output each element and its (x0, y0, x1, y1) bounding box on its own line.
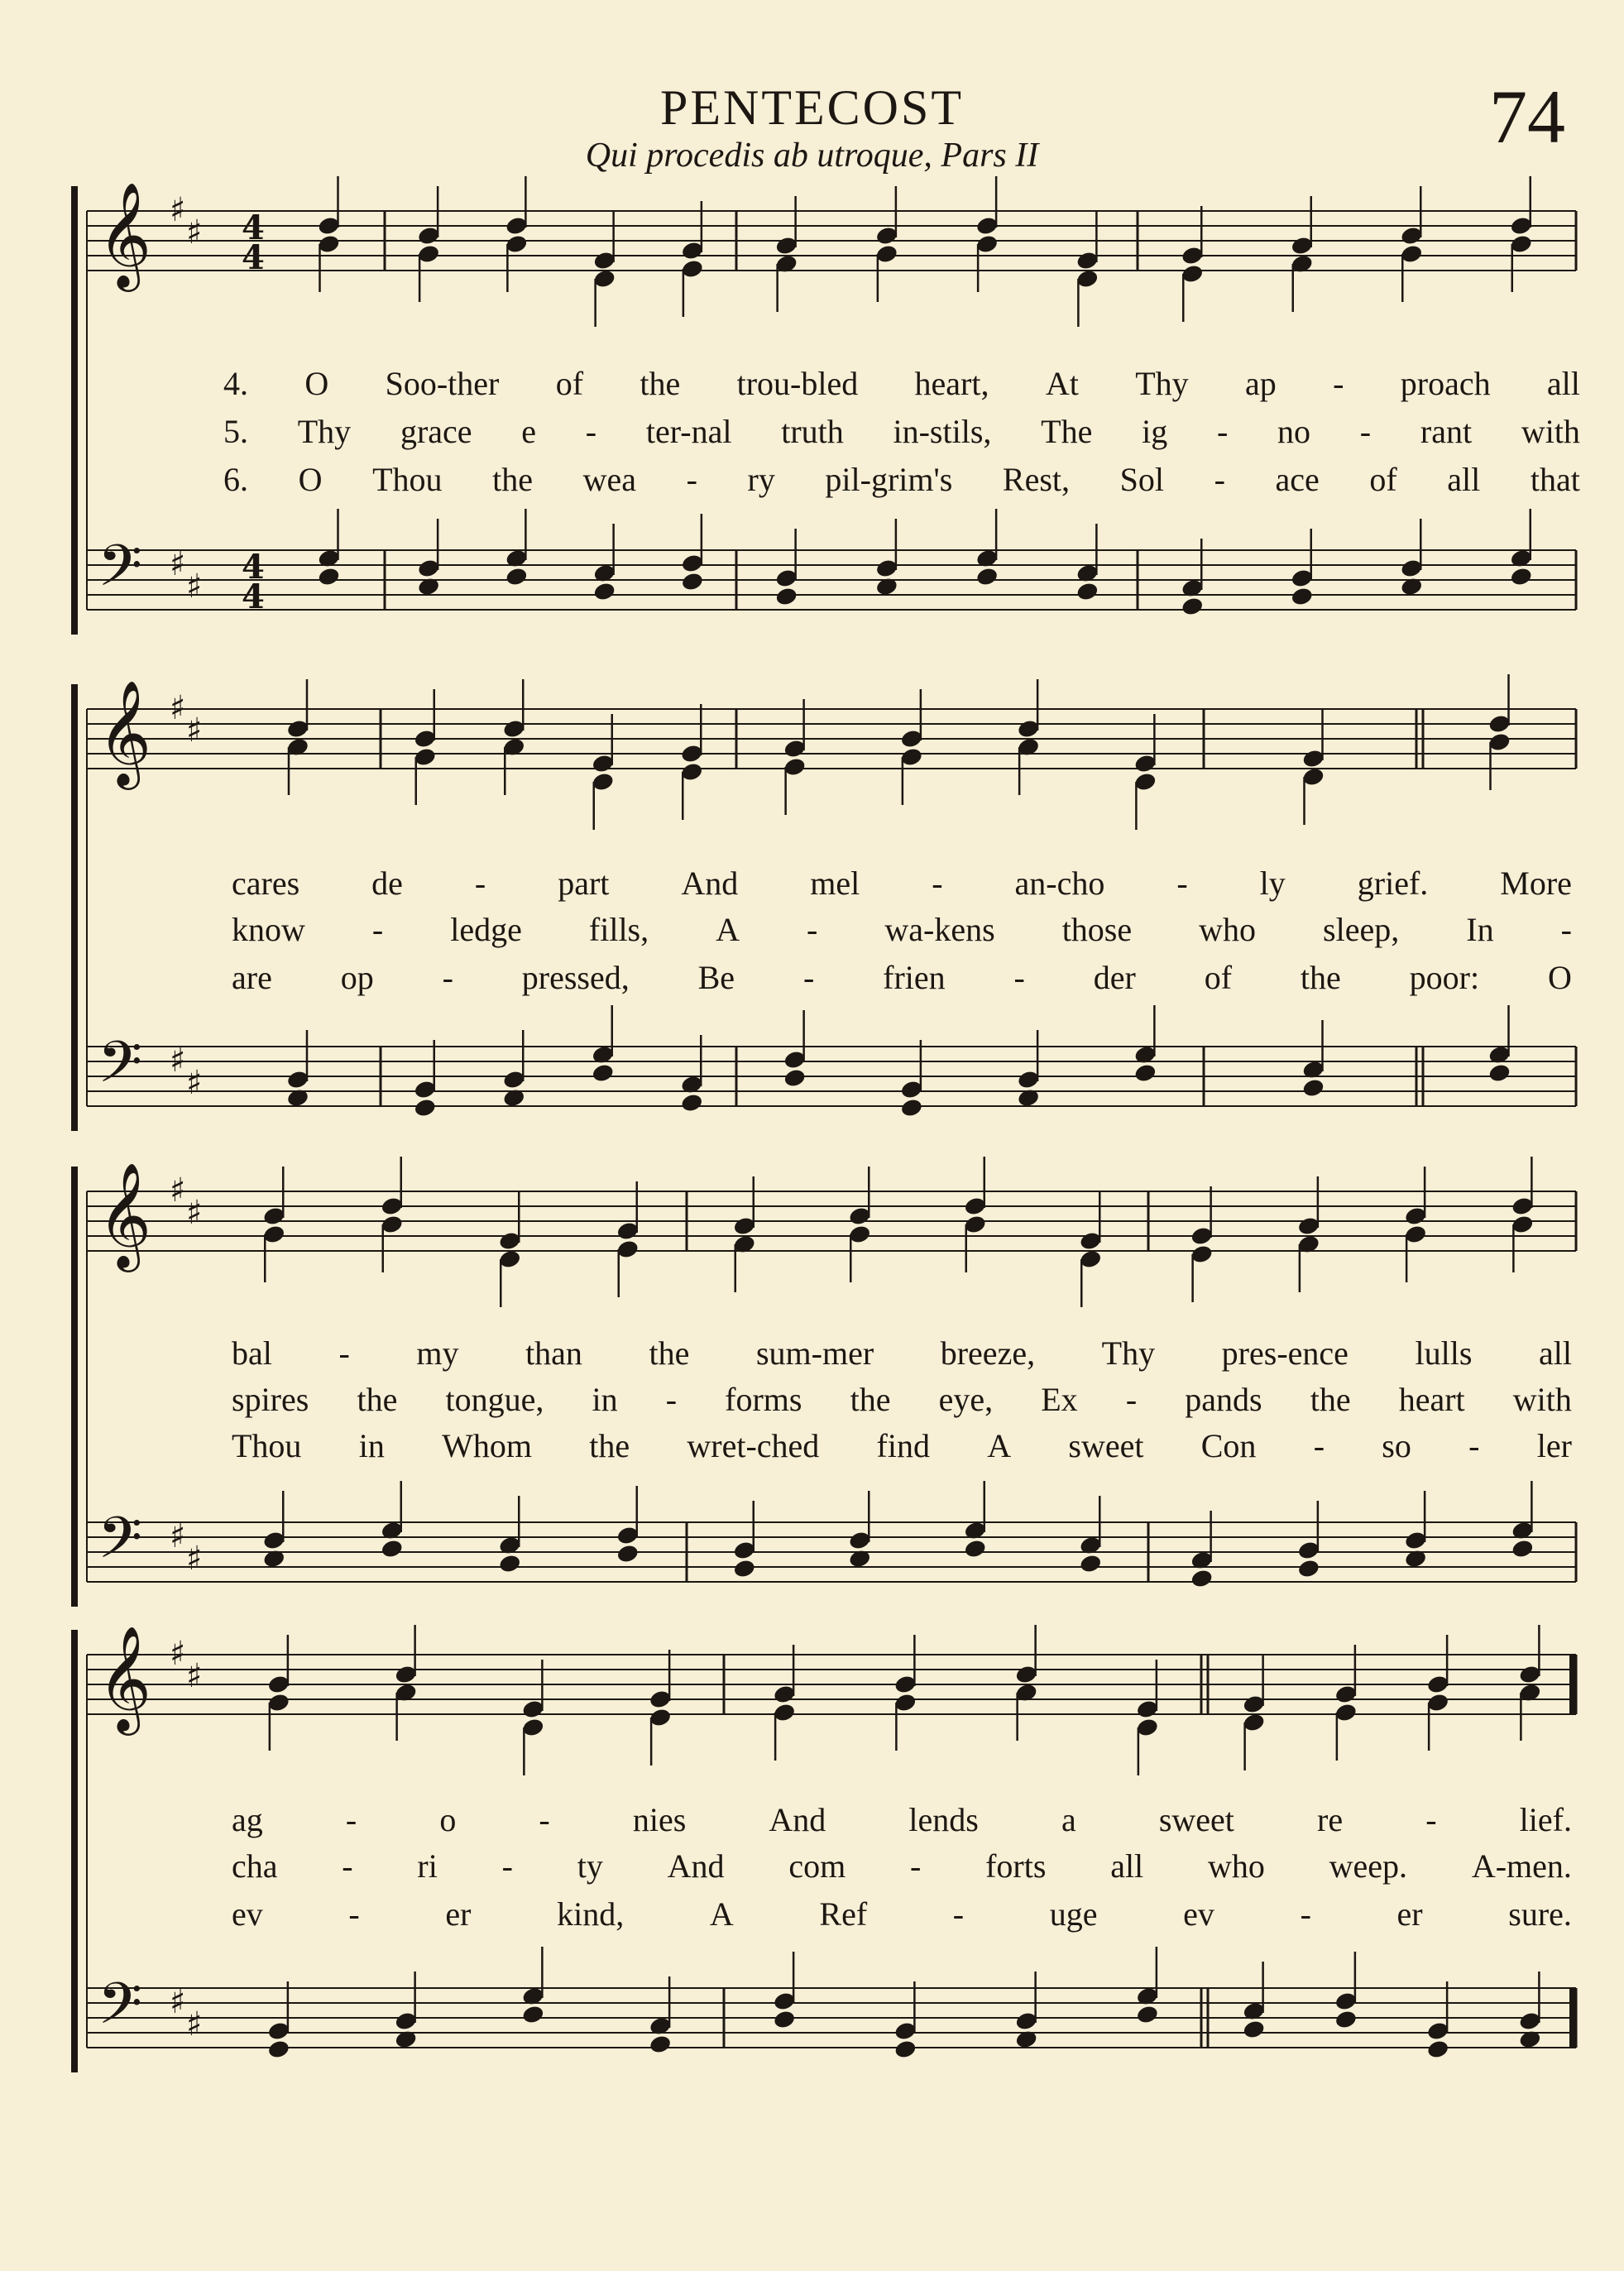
bass-note (1136, 2004, 1160, 2024)
lyric-line (232, 958, 1572, 997)
sharp-icon: ♯ (170, 1983, 186, 2021)
sharp-icon: ♯ (170, 1517, 186, 1555)
lyric-word: More (1500, 865, 1572, 902)
lyric-word: A (987, 1427, 1012, 1464)
lyric-word: And (681, 865, 739, 902)
lyric-word: mel (810, 865, 860, 902)
bass-note (616, 1543, 640, 1564)
lyric-word: - (802, 959, 815, 996)
lyric-word: - (342, 1847, 353, 1885)
lyric-word: who (1199, 911, 1257, 948)
treble-clef-icon: 𝄞 (98, 181, 152, 287)
lyric-word: op (340, 959, 374, 996)
bass-note (1290, 586, 1314, 606)
lyric-word: O (298, 461, 323, 498)
lyric-line (232, 1426, 1572, 1465)
bass-note (591, 1062, 615, 1083)
lyric-word: my (416, 1334, 459, 1372)
lyric-word: Sol (1119, 461, 1164, 498)
lyric-word: Whom (442, 1427, 532, 1464)
time-signature: 4 (242, 208, 265, 247)
lyric-word: - (1216, 413, 1229, 450)
lyric-word: in (358, 1427, 385, 1464)
lyric-word: the (1300, 959, 1341, 996)
lyric-word: nies (632, 1801, 687, 1838)
treble-staff (87, 1655, 1576, 1714)
lyric-word: ap (1244, 365, 1277, 402)
bass-clef-icon: 𝄢 (98, 1028, 143, 1109)
lyric-word: A (716, 911, 740, 948)
lyric-word: Ex (1041, 1381, 1078, 1418)
lyric-word: all (1538, 1334, 1572, 1372)
lyric-word: - (807, 911, 818, 948)
lyric-word: - (539, 1801, 550, 1838)
lyric-word: truth (781, 413, 844, 450)
bass-note (380, 1538, 404, 1559)
sharp-icon: ♯ (186, 1540, 203, 1578)
music-system (74, 176, 1576, 635)
bass-note (783, 1067, 807, 1088)
lyric-word: In (1466, 911, 1494, 948)
lyric-word: The (1041, 413, 1093, 450)
lyric-word: in (592, 1381, 618, 1418)
lyric-word: wea (582, 461, 636, 498)
lyric-line (232, 1895, 1572, 1933)
lyric-word: all (1447, 461, 1481, 498)
lyric-word: know (232, 911, 305, 948)
final-barline (1569, 1988, 1576, 2048)
bass-note (498, 1553, 522, 1574)
sharp-icon: ♯ (186, 1064, 203, 1102)
lyric-word: o (439, 1801, 457, 1838)
lyric-word: the (357, 1381, 398, 1418)
lyric-word: pands (1185, 1381, 1262, 1418)
bass-note (1509, 566, 1533, 587)
lyric-word: - (1468, 1427, 1480, 1464)
lyric-word: grace (400, 413, 472, 450)
sharp-icon: ♯ (170, 1042, 186, 1080)
lyric-word: Thy (1101, 1334, 1156, 1372)
bass-note (521, 2004, 545, 2024)
bass-note (900, 1097, 924, 1118)
lyric-word: no (1277, 413, 1311, 450)
lyric-word: - (909, 1847, 922, 1885)
lyric-word: spires (232, 1381, 309, 1418)
lyric-word: Ref (819, 1895, 868, 1933)
bass-note (592, 581, 616, 601)
lyric-word: wa-kens (884, 911, 995, 948)
lyric-word: the (850, 1381, 891, 1418)
bass-note (732, 1558, 756, 1579)
bass-note (1079, 1553, 1103, 1574)
lyric-word: - (345, 1801, 357, 1838)
lyric-word: 4. (223, 365, 248, 402)
sharp-icon: ♯ (186, 213, 203, 252)
treble-clef-icon: 𝄞 (98, 1162, 152, 1267)
lyric-word: Soo-ther (385, 365, 500, 402)
lyric-word: an-cho (1014, 865, 1105, 902)
lyric-word: lends (908, 1801, 979, 1838)
sharp-icon: ♯ (186, 711, 203, 750)
lyric-word: - (1214, 461, 1225, 498)
bass-clef-icon: 𝄢 (98, 532, 143, 613)
lyric-word: ry (747, 461, 775, 498)
lyric-line (223, 412, 1580, 451)
lyric-word: ler (1536, 1427, 1572, 1464)
lyric-word: the (640, 365, 681, 402)
lyric-word: pres-ence (1221, 1334, 1349, 1372)
lyric-line (232, 1847, 1572, 1885)
lyric-word: - (1333, 365, 1344, 402)
lyric-word: Thou (372, 461, 443, 498)
bass-note (1334, 2009, 1358, 2029)
lyric-word: - (501, 1847, 513, 1885)
lyric-word: kind, (557, 1895, 625, 1933)
lyric-word: com (788, 1847, 846, 1885)
lyric-word: the (492, 461, 533, 498)
lyric-word: Thy (297, 413, 352, 450)
lyric-word: lulls (1415, 1334, 1473, 1372)
sharp-icon: ♯ (170, 191, 186, 229)
bass-note (963, 1538, 987, 1559)
lyric-word: - (1560, 911, 1572, 948)
sharp-icon: ♯ (186, 568, 203, 606)
treble-clef-icon: 𝄞 (98, 1625, 152, 1731)
lyric-word: - (338, 1334, 350, 1372)
lyric-line (223, 364, 1580, 403)
lyric-word: trou-bled (736, 365, 859, 402)
lyric-word: find (876, 1427, 930, 1464)
lyric-word: - (442, 959, 453, 996)
lyric-word: part (558, 865, 610, 902)
bass-note (413, 1097, 437, 1118)
lyric-word: all (1546, 365, 1580, 402)
lyric-word: poor: (1409, 959, 1480, 996)
time-signature: 4 (242, 548, 265, 587)
treble-staff (87, 211, 1576, 271)
lyric-line (232, 910, 1572, 949)
lyric-word: sweet (1068, 1427, 1144, 1464)
bass-note (1426, 2039, 1450, 2059)
bass-note (317, 566, 341, 587)
lyric-word: ly (1259, 865, 1286, 902)
lyric-word: ig (1142, 413, 1168, 450)
lyric-word: re (1317, 1801, 1344, 1838)
lyric-word: de (371, 865, 403, 902)
lyric-word: of (1369, 461, 1397, 498)
lyric-word: fills, (588, 911, 649, 948)
sharp-icon: ♯ (170, 1171, 186, 1210)
bass-note (680, 1092, 704, 1113)
lyric-word: bal (232, 1334, 272, 1372)
lyric-word: of (555, 365, 584, 402)
bass-note (1190, 1568, 1214, 1588)
treble-staff (87, 1191, 1576, 1251)
lyric-word: those (1061, 911, 1133, 948)
lyric-word: - (665, 1381, 678, 1418)
bass-note (1297, 1558, 1321, 1579)
lyric-line (232, 864, 1572, 903)
lyric-word: - (1425, 1801, 1437, 1838)
lyric-word: lief. (1519, 1801, 1572, 1838)
sharp-icon: ♯ (170, 545, 186, 583)
lyric-word: - (1359, 413, 1372, 450)
lyric-word: At (1045, 365, 1079, 402)
lyric-word: Be (697, 959, 735, 996)
lyric-line (232, 1800, 1572, 1839)
lyric-word: - (348, 1895, 360, 1933)
lyric-word: A-men. (1471, 1847, 1572, 1885)
lyric-word: - (1013, 959, 1025, 996)
bass-note (267, 2039, 291, 2059)
bass-note (774, 586, 798, 606)
lyric-word: heart, (914, 365, 989, 402)
lyric-word: uge (1049, 1895, 1098, 1933)
bass-note (1133, 1062, 1157, 1083)
sharp-icon: ♯ (186, 1194, 203, 1232)
bass-note (1301, 1077, 1325, 1098)
bass-clef-icon: 𝄢 (98, 1504, 143, 1585)
lyric-word: ter-nal (645, 413, 732, 450)
lyric-word: Con (1200, 1427, 1257, 1464)
sharp-icon: ♯ (170, 689, 186, 727)
lyric-word: tongue, (445, 1381, 544, 1418)
lyric-word: O (1547, 959, 1572, 996)
time-signature: 4 (242, 238, 265, 277)
bass-note (893, 2039, 917, 2059)
lyric-word: - (1300, 1895, 1311, 1933)
lyric-word: who (1207, 1847, 1265, 1885)
lyric-word: ace (1275, 461, 1320, 498)
lyric-word: wret-ched (687, 1427, 820, 1464)
sharp-icon: ♯ (186, 1657, 203, 1695)
sharp-icon: ♯ (186, 2005, 203, 2043)
lyric-word: der (1093, 959, 1136, 996)
hymn-title: PENTECOST (659, 80, 965, 135)
lyric-word: that (1530, 461, 1580, 498)
bass-note (1181, 596, 1205, 616)
lyric-word: are (232, 959, 272, 996)
lyric-word: sleep, (1323, 911, 1400, 948)
lyric-word: - (371, 911, 384, 948)
lyric-word: all (1110, 1847, 1144, 1885)
lyric-word: eye, (938, 1381, 994, 1418)
bass-staff (87, 550, 1576, 610)
lyric-word: er (1396, 1895, 1423, 1933)
lyric-word: O (304, 365, 329, 402)
lyric-word: ev (1183, 1895, 1214, 1933)
lyric-line (232, 1334, 1572, 1373)
lyric-word: - (585, 413, 597, 450)
lyric-word: than (525, 1334, 582, 1372)
lyric-word: breeze, (940, 1334, 1036, 1372)
lyric-word: heart (1398, 1381, 1465, 1418)
lyric-word: - (952, 1895, 965, 1933)
final-barline (1569, 1655, 1576, 1714)
lyric-word: the (1310, 1381, 1351, 1418)
lyric-word: 5. (223, 413, 248, 450)
lyric-word: frien (883, 959, 946, 996)
bass-note (505, 566, 529, 587)
bass-clef-icon: 𝄢 (98, 1970, 143, 2051)
lyric-word: ri (417, 1847, 438, 1885)
bass-note (649, 2034, 673, 2054)
lyric-word: Thou (232, 1427, 302, 1464)
lyric-word: in-stils, (893, 413, 992, 450)
lyric-word: rant (1420, 413, 1473, 450)
bass-staff (87, 1522, 1576, 1582)
lyric-word: with (1512, 1381, 1572, 1418)
lyric-word: e (521, 413, 537, 450)
sharp-icon: ♯ (170, 1635, 186, 1673)
lyric-word: the (649, 1334, 690, 1372)
bass-note (1511, 1538, 1535, 1559)
lyric-word: proach (1400, 365, 1491, 402)
lyric-word: And (769, 1801, 826, 1838)
lyric-word: - (1125, 1381, 1138, 1418)
bass-note (975, 566, 999, 587)
lyric-word: - (1313, 1427, 1325, 1464)
lyric-word: 6. (223, 461, 248, 498)
bass-note (1242, 2019, 1266, 2039)
lyric-word: forms (725, 1381, 802, 1418)
bass-staff (87, 1047, 1576, 1106)
lyric-word: ledge (450, 911, 522, 948)
treble-staff (87, 709, 1576, 769)
lyric-word: And (667, 1847, 725, 1885)
lyric-line (232, 1380, 1572, 1419)
lyric-word: pil-grim's (825, 461, 953, 498)
lyric-word: of (1204, 959, 1233, 996)
lyric-word: grief. (1357, 865, 1429, 902)
lyric-word: A (709, 1895, 734, 1933)
lyric-word: sum-mer (755, 1334, 874, 1372)
lyric-word: forts (985, 1847, 1047, 1885)
page-number: 74 (1489, 74, 1565, 159)
tune-subtitle: Qui procedis ab utroque, Pars II (585, 137, 1039, 175)
lyric-word: ag (232, 1801, 263, 1838)
lyric-word: er (445, 1895, 472, 1933)
lyric-word: sweet (1158, 1801, 1234, 1838)
lyric-word: so (1382, 1427, 1411, 1464)
bass-note (681, 571, 705, 592)
lyric-word: weep. (1329, 1847, 1408, 1885)
time-signature: 4 (242, 577, 265, 616)
lyric-word: - (686, 461, 697, 498)
lyric-word: ev (232, 1895, 263, 1933)
treble-clef-icon: 𝄞 (98, 679, 152, 785)
lyric-word: - (1176, 865, 1188, 902)
lyric-word: cares (232, 865, 300, 902)
lyric-word: the (589, 1427, 630, 1464)
bass-note (1487, 1062, 1511, 1083)
lyric-word: - (932, 865, 943, 902)
lyric-word: sure. (1508, 1895, 1572, 1933)
lyric-word: Thy (1135, 365, 1189, 402)
lyric-word: Rest, (1002, 461, 1071, 498)
lyric-word: ty (577, 1847, 603, 1885)
music-system (74, 674, 1576, 1131)
bass-note (1075, 581, 1099, 601)
lyric-word: cha (232, 1847, 278, 1885)
lyric-word: pressed, (521, 959, 630, 996)
lyric-word: - (474, 865, 486, 902)
lyric-word: a (1061, 1801, 1076, 1838)
lyric-word: with (1521, 413, 1580, 450)
bass-note (773, 2009, 797, 2029)
lyric-line (223, 460, 1580, 499)
